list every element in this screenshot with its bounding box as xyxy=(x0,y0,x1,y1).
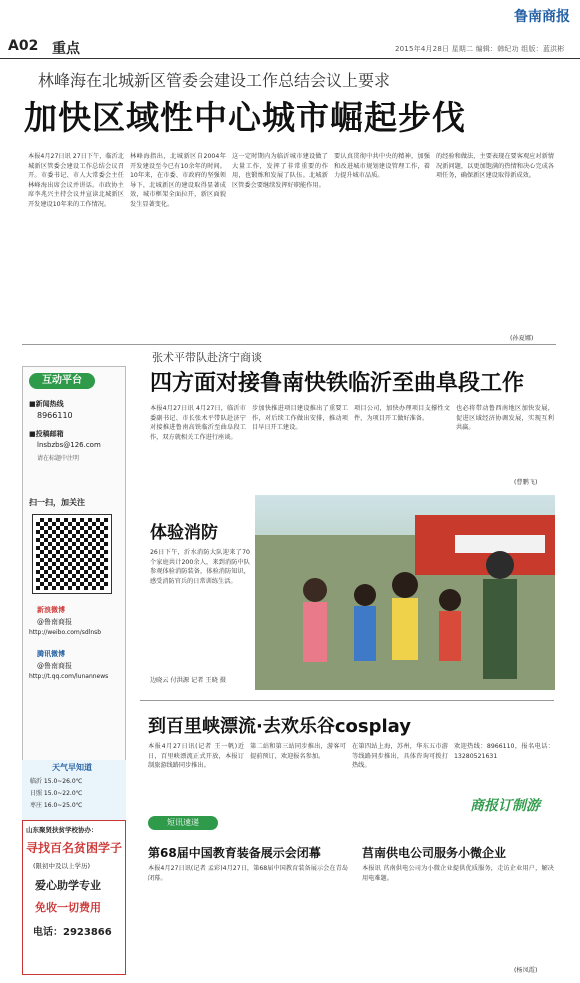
fire-drill-photo xyxy=(255,495,555,690)
brief1-text: 本报4月27日讯(记者 孟彩)4月27日，第68届中国教育装备展示会在青岛闭幕。 xyxy=(148,865,348,882)
brief1-headline: 第68届中国教育装备展示会闭幕 xyxy=(148,846,321,860)
email-note: 请在标题中注明 xyxy=(37,455,80,462)
newspaper-logo: 鲁南商报 xyxy=(514,9,570,25)
story3-text: 26日下午，沂水消防大队迎来了70个家庭共计200余人，来到消防中队参观体验消防装备，体验消防知识，感受消防官兵的日常训练生活。 xyxy=(150,549,250,585)
tencent-url[interactable]: http://t.qq.com/lunannews xyxy=(29,673,109,680)
story2-headline: 四方面对接鲁南快铁临沂至曲阜段工作 xyxy=(150,371,525,396)
tencent-handle: @鲁南商报 xyxy=(37,662,72,670)
story4-col-1: 本报4月27日讯(记者 王一帆)近日，百里峡漂流正式开放，本报订制旅游线路同步推出。 xyxy=(148,743,244,770)
email-address[interactable]: lnsbzbs@126.com xyxy=(37,441,101,449)
ad-line: 山东聚贤扶贫学校协办： xyxy=(26,826,98,834)
brief2-text: 本报讯 莒南供电公司为小微企业提供优质服务，走访企业用户，解决用电难题。 xyxy=(362,865,554,882)
story4-headline: 到百里峡漂流·去欢乐谷cosplay xyxy=(148,716,411,737)
ad-phone[interactable]: 电话：2923866 xyxy=(33,927,112,938)
story4-col-4: 欢迎热线：8966110，报名电话：13280521631 xyxy=(454,743,554,760)
sina-weibo-label: 新浪微博 xyxy=(37,606,65,614)
story2-col-1: 本报4月27日讯 4月27日，临沂市委副书记、市长张术平带队赴济宁对接推进鲁南高铁临沂至曲阜段工作，双方就相关工作进行座谈。 xyxy=(150,405,246,441)
story2-col-2: 步加快推进项目建设推出了重要工作，对后续工作做出安排，推动项目早日开工建设。 xyxy=(252,405,348,432)
sina-handle: @鲁南商报 xyxy=(37,618,72,626)
email-label: ■投稿邮箱 xyxy=(29,430,64,438)
travel-logo: 商报订制游 xyxy=(470,798,540,814)
page-number: A02 xyxy=(8,38,39,54)
story2-kicker: 张术平带队赴济宁商谈 xyxy=(152,351,262,364)
ad-line: 爱心助学专业 xyxy=(35,879,101,892)
weather-row: 枣庄 16.0~25.0℃ xyxy=(30,802,83,809)
photo-illustration xyxy=(255,495,555,690)
weather-row: 日照 15.0~22.0℃ xyxy=(30,790,83,797)
qr-code[interactable] xyxy=(33,515,111,593)
qr-label: 扫一扫，加关注 xyxy=(29,498,85,507)
weather-row: 临沂 15.0~26.0℃ xyxy=(30,778,83,785)
ad-line: (限初中及以上学历) xyxy=(33,862,91,870)
dateline: 2015年4月28日 星期二 编辑：韩纪功 组版：蓝洪彬 xyxy=(395,45,565,53)
sina-url[interactable]: http://weibo.com/sdlnsb xyxy=(29,629,102,636)
brief2-headline: 莒南供电公司服务小微企业 xyxy=(362,846,507,860)
brief-byline: (杨凤霞) xyxy=(514,967,538,974)
sidebar-title: 互动平台 xyxy=(29,373,95,389)
interactive-platform-box xyxy=(22,366,126,776)
story1-kicker: 林峰海在北城新区管委会建设工作总结会议上要求 xyxy=(38,71,391,90)
story1-col-4: 要认真贯彻中共中央的精神，加强和改进城市规划建设管理工作，着力提升城市品质。 xyxy=(334,153,430,180)
masthead xyxy=(0,0,580,60)
tencent-weibo-label: 腾讯微博 xyxy=(37,650,65,658)
divider xyxy=(140,700,554,701)
hotline-number: 8966110 xyxy=(37,411,73,420)
story4-col-3: 在第四站上海，苏州，华东五市游等线路同步推出，具体咨询可拨打热线。 xyxy=(352,743,448,770)
ad-line: 免收一切费用 xyxy=(35,901,101,914)
weather-title: 天气早知道 xyxy=(52,763,92,772)
divider xyxy=(22,344,556,345)
weather-box xyxy=(22,760,126,820)
story4-col-2: 第二站和第三站同步推出，游客可提前预订，欢迎报名参加。 xyxy=(250,743,346,760)
ad-line: 寻找百名贫困学子 xyxy=(26,841,123,855)
story1-col-5: 的经验和做法，主要表现在要客观应对新情况新问题，以更加饱满的热情和决心完成各项任务，确保新区建设取得新成效。 xyxy=(436,153,554,180)
story3-credits: 边晓云 付洪源 记者 王晓 摄 xyxy=(150,677,226,684)
hotline-label: ■新闻热线 xyxy=(29,400,64,408)
story1-col-3: 这一定时期内为临沂城市建设做了大量工作，发挥了非常重要的作用，也锻炼和发展了队伍。北城新区管委会要继续发挥好职能作用。 xyxy=(232,153,328,189)
section-title: 重点 xyxy=(52,41,80,57)
story1-col-2: 林峰海指出，北城新区自2004年开发建设至今已有10余年的时间。10年来，在市委、市政府的坚强领导下，北城新区的建设取得显著成效，城市框架全面拉开，新区面貌发生显著变化。 xyxy=(130,153,226,208)
header-rule xyxy=(0,58,580,59)
story2-col-3: 项目公司，加快办理项目支撑性文件，为项目开工做好准备。 xyxy=(354,405,450,422)
story2-byline: (曹鹏飞) xyxy=(514,479,538,486)
brief-label: 短讯速递 xyxy=(148,816,218,830)
story2-col-4: 也必将带动鲁西南地区加快发展，促进区域经济协调发展，实现互利共赢。 xyxy=(456,405,554,432)
story1-byline: (孙夏娜) xyxy=(510,335,534,342)
scholarship-ad xyxy=(22,820,126,975)
story1-headline: 加快区域性中心城市崛起步伐 xyxy=(24,98,466,137)
story3-headline: 体验消防 xyxy=(150,523,218,543)
story1-col-1: 本报4月27日讯 27日下午，临沂北城新区管委会建设工作总结会议召开。市委书记、市人大常委会主任林峰海出席会议并讲话。市政协主席李兆兴主持会议并宣读北城新区开发建设10年来的工作情况。 xyxy=(28,153,124,208)
